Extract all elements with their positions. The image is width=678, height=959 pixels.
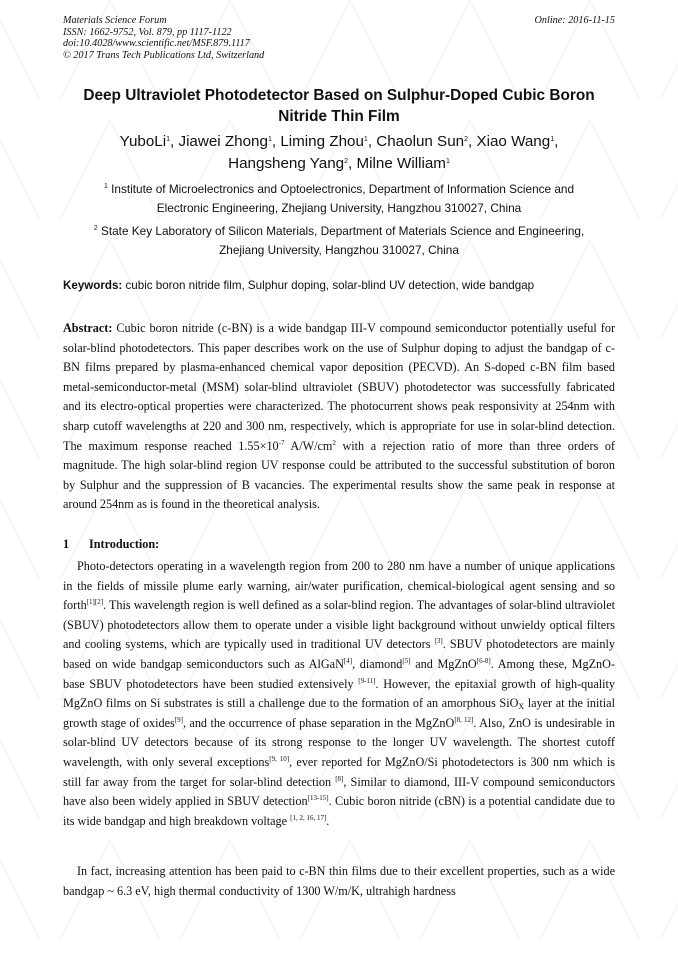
author: Chaolun Sun [376,133,465,150]
section-title: Introduction: [89,537,160,551]
online-date: Online: 2016-11-15 [534,15,615,26]
copyright: © 2017 Trans Tech Publications Ltd, Switzerland [63,49,265,61]
author: Jiawei Zhong [178,133,268,150]
abstract: Abstract: Cubic boron nitride (c-BN) is a wide bandgap III-V compound semiconductor potentially useful for solar-blind photodetectors. This paper describes work on the use of Sulphur doping to adjust the bandgap of c-BN films prepared by plasma-enhanced chemical vapor deposition (PECVD). An S-doped c-BN film based metal-semiconductor-metal (MSM) solar-blind ultraviolet (SBUV) photodetector was successfully fabricated and its electro-optical properties were characterized. The photocurrent shows peak responsivity at 254nm with sharp cutoff wavelengths at 220 and 300 nm, respectively, which is appropriate for use in solar-blind detection. The maximum response reached $1.55\times 10^{-7}$ $A/W/cm^2$ with a rejection ratio of more than three orders of magnitude. The high solar-blind region UV response could be attributed to the successful substitution of boron by Sulphur and the suppression of B vacancies. The experimental results show the same peak in response at around 254nm as is found in the theoretical analysis. [63,321,615,512]
citation: [8] [335,774,344,783]
author: Milne William [356,155,446,172]
text-run: , ever reported for MgZnO/Si photodetectors is 300 nm which is still far away from the target for solar-blind detection [63,754,615,789]
text-run: . [326,813,330,828]
keywords-text: cubic boron nitride film, Sulphur doping, solar-blind UV detection, wide bandgap [122,279,535,292]
citation: [4] [343,656,353,665]
author: Xiao Wang [476,133,551,150]
text-run: . However, the epitaxial growth of high-quality MgZnO films on Si substrates is still a challenge due to the formation of an amorphous SiO [63,676,615,711]
doi: doi:10.4028/www.scientific.net/MSF.879.1117 [63,38,250,50]
affiliation-2: $^2$ State Key Laboratory of Silicon Materials, Department of Materials Science and Engineering, Zhejiang University, Hangzhou 310027, China [93,224,585,257]
paper-title: Deep Ultraviolet Photodetector Based on Sulphur-Doped Cubic Boron Nitride Thin Film [83,87,595,125]
citation: [9] [174,715,183,724]
text-run: and MgZnO [410,656,477,671]
keywords-label: Keywords: [63,279,123,292]
keywords [63,279,615,292]
text-run: . Cubic boron nitride (cBN) is a potential candidate due to its wide bandgap and high breakdown voltage [63,794,615,828]
citation: [1, 2, 16, 17] [290,813,327,822]
abstract-label: Abstract: [63,321,113,335]
citation: [13-15] [307,794,329,803]
intro-paragraph-2: In fact, increasing attention has been paid to c-BN thin films due to their excellent properties, such as a wide bandgap ~ 6.3 eV, high thermal conductivity of 1300 W/m/K, ultrahigh hardness [63,864,615,898]
citation: [1][2] [86,598,104,607]
text-run: , diamond [352,656,403,671]
issn: ISSN: 1662-9752, Vol. 879, pp 1117-1122 [63,26,232,38]
text-run: . This wavelength region is well defined as a solar-blind region. The advantages of solar-blind ultraviolet (SBUV) photodetectors allow them to operate under a visible light background without unwieldy optical filters and cooling systems, which are typically used in traditional UV detectors [63,598,615,652]
affiliation-1: $^1$ Institute of Microelectronics and Optoelectronics, Department of Information Science and Electronic Engineering, Zhejiang University, Hangzhou 310027, China [103,182,575,215]
text-run: . SBUV photodetectors are mainly based on wide bandgap semiconductors such as AlGaN [63,637,615,671]
text-run: , and the occurrence of phase separation in the MgZnO [182,715,455,730]
subscript: X [518,702,525,712]
author: Liming Zhou [280,133,364,150]
citation: [8, 12] [454,715,474,724]
citation: [3] [434,637,443,646]
intro-paragraph-1 [63,557,615,831]
text-run: layer at the initial growth stage of oxides [63,696,615,730]
section-number: 1 [63,537,70,551]
text-run: . Also, ZnO is undesirable in solar-blind UV detectors because of its strong response to the longer UV wavelength. The shortest cutoff wavelength, with only several exceptions [63,715,615,769]
author: Hangsheng Yang [228,155,345,172]
section-heading [63,537,159,552]
author-list: YuboLi$^1$, Jiawei Zhong$^1$, Liming Zhou$^1$, Chaolun Sun$^2$, Xiao Wang$^1$, Hangsheng Yang$^2$, Milne William$^1$ [119,133,559,172]
journal-name: Materials Science Forum [63,15,167,26]
author: YuboLi [119,133,167,150]
text-run: . Among these, MgZnO-base SBUV photodetectors have been studied extensively [63,656,615,691]
journal-header [63,15,264,61]
text-run: , Similar to diamond, III-V compound semiconductors have also been widely applied in SBUV detection [63,774,615,809]
text-run: Photo-detectors operating in a wavelength region from 200 to 280 nm have a number of unique applications in the fields of missile plume early warning, air/water purification, chemical-biological agent sensing and so forth [63,559,615,613]
citation: [9-11] [358,676,376,685]
citation: [9, 10] [269,754,290,763]
citation: [5] [402,656,411,665]
citation: [6-8] [476,656,491,665]
